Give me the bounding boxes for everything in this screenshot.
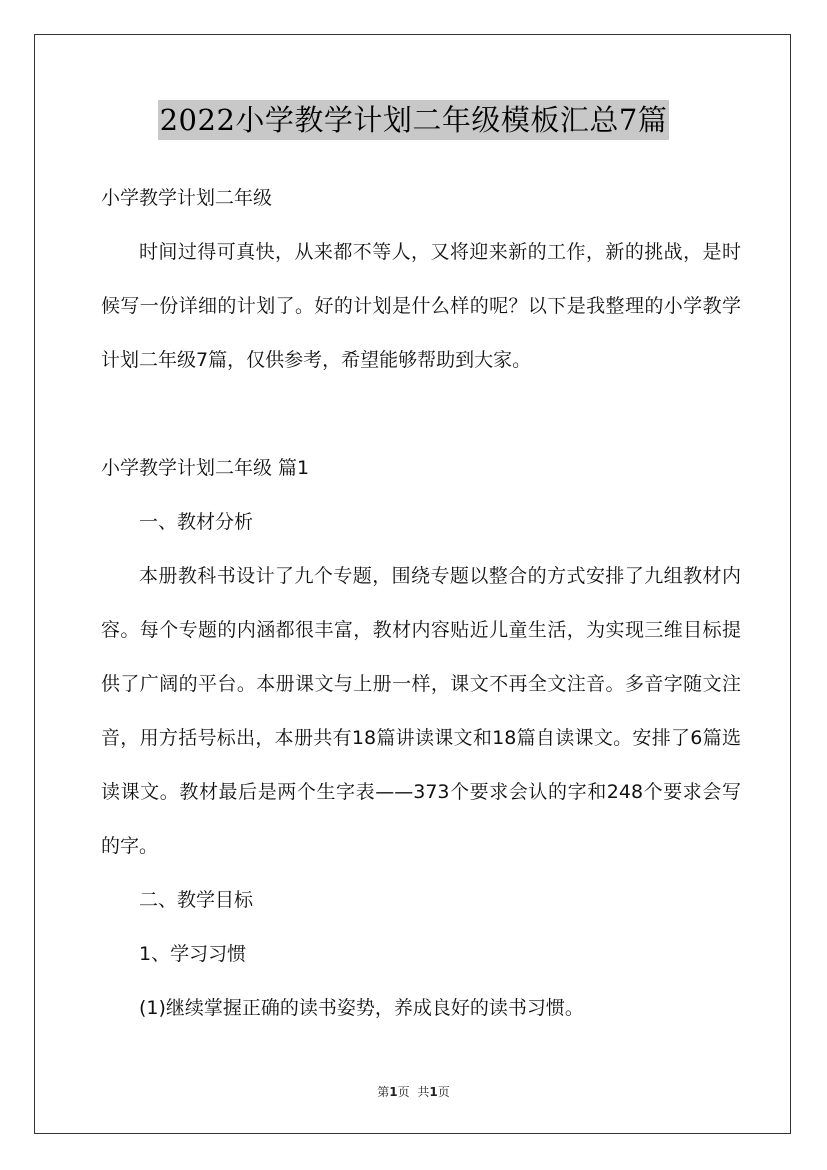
footer-total-suffix: 页 (437, 1085, 450, 1099)
footer-page-suffix: 页 (397, 1085, 410, 1099)
subtitle: 小学教学计划二年级 (101, 187, 273, 209)
part1-heading: 一、教材分析 (139, 511, 254, 533)
part2-heading: 二、教学目标 (139, 889, 254, 911)
total-pages-number: 1 (429, 1085, 438, 1099)
document-title: 2022小学教学计划二年级模板汇总7篇 (158, 100, 670, 140)
footer-total-prefix: 共 (417, 1085, 430, 1099)
footer-prefix: 第 (377, 1085, 390, 1099)
intro-paragraph: 时间过得可真快，从来都不等人，又将迎来新的工作，新的挑战，是时候写一份详细的计划了。好的计划是什么样的呢？以下是我整理的小学教学计划二年级7篇，仅供参考，希望能够帮助到大家。 (101, 241, 741, 371)
part2-subheading: 1、学习习惯 (139, 943, 247, 965)
part1-body: 本册教科书设计了九个专题，围绕专题以整合的方式安排了九组教材内容。每个专题的内涵都很丰富，教材内容贴近儿童生活，为实现三维目标提供了广阔的平台。本册课文与上册一样，课文不再全文注音。多音字随文注音，用方括号标出，本册共有18篇讲读课文和18篇自读课文。安排了6篇选读课文。教材最后是两个生字表——373个要求会认的字和248个要求会写的字。 (101, 565, 741, 857)
document-body (101, 171, 741, 1035)
part2-item: (1)继续掌握正确的读书姿势，养成良好的读书习惯。 (139, 997, 584, 1019)
spacer (101, 387, 741, 441)
page-footer (0, 1083, 827, 1100)
section-heading: 小学教学计划二年级 篇1 (101, 457, 310, 479)
current-page-number: 1 (389, 1085, 398, 1099)
title-container (0, 100, 827, 140)
